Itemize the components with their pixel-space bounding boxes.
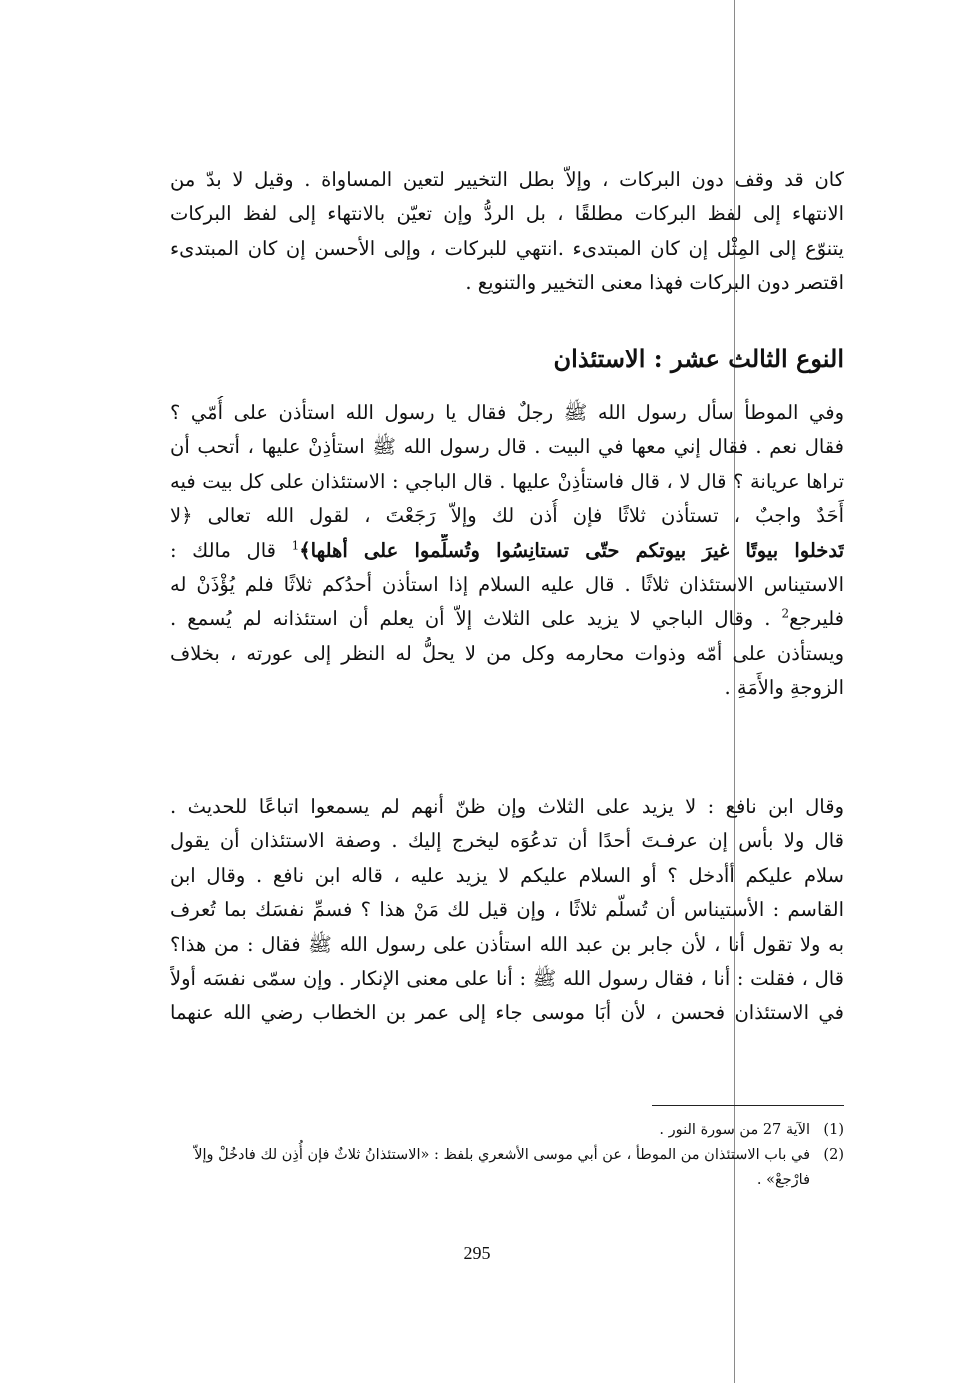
text-line: في الاستئذان فحسن ، لأن أبَا موسى جاء إلى عمر بن الخطاب رضي الله عنهما	[170, 1001, 844, 1025]
text-line: ويستأذن على أمّه وذوات محارمه وكل من لا يحلُّ له النظر إلى عورته ، بخلاف	[170, 641, 844, 665]
footnote-text: الآية 27 من سورة النور .	[659, 1122, 810, 1138]
footnote-1	[170, 1118, 844, 1143]
text-line: كان قد وقف دون البركات ، وإلاّ بطل التخيير لتعين المساواة . وقيل لا بدّ من	[170, 168, 844, 191]
text-line: تراها عريانة ؟ قال لا ، قال فاستأذِنْ عليها . قال الباجي : الاستئذان على كل بيت فيه	[170, 469, 844, 493]
text-line: فقال نعم . فقال إني معها في البيت . قال رسول الله ﷺ استأذِنْ عليها ، أتحب أن	[170, 435, 844, 459]
text-line	[170, 534, 844, 568]
text-line: الانتهاء إلى لفظ البركات مطلقًا ، بل الردُّ وإن تعيّن بالانتهاء إلى لفظ البركات	[170, 202, 844, 226]
text-line	[170, 602, 844, 636]
footnote-number: (1)	[823, 1122, 844, 1138]
text-line: الاستيناس الاستئذان ثلاثًا . قال عليه السلام إذا استأذن أحدُكم ثلاثًا فلم يُؤْذَنْ له	[170, 573, 844, 597]
text-segment: فليرجع	[789, 607, 844, 631]
footnote-text: في باب الاستئذان من الموطأ ، عن أبي موسى الأشعري بلفظ : «الاستئذانُ ثلاثٌ فإن أُذِن لك فادخُلْ وإلاّ فارْجعْ» .	[194, 1147, 810, 1188]
text-line: به ولا تقول أنا ، لأن جابر بن عبد الله استأذن على رسول الله ﷺ فقال : من هذا؟	[170, 932, 844, 956]
footnote-number: (2)	[823, 1147, 844, 1163]
section-heading: النوع الثالث عشر : الاستئذان	[553, 344, 844, 373]
text-segment: . وقال الباجي لا يزيد على الثلاث إلاّ أن يعلم أن استئذانه لم يُسمع .	[170, 607, 771, 631]
text-line: الزوجةِ والأَمَةِ .	[724, 676, 844, 700]
text-line: أَحَدٌ واجبٌ ، تستأذن ثلاثًا فإن أُذن لك وإلاّ رَجَعْتَ ، لقول الله تعالى ﴿لا	[170, 504, 844, 528]
paragraph-2	[170, 396, 844, 706]
footnote-ref-1: 1	[291, 538, 300, 553]
text-line: القاسم : الأستيناس أن تُسلّم ثلاثًا ، وإن قيل لك مَنْ هذا ؟ فسمِّ نفسَك بما تُعرف	[170, 898, 844, 922]
text-line: وقال ابن نافع : لا يزيد على الثلاث وإن ظنّ أنهم لم يسمعوا اتباعًا للحديث .	[170, 795, 844, 818]
footnote-divider	[652, 1105, 844, 1106]
text-line: وفي الموطأ سأل رسول الله ﷺ رجلٌ فقال يا رسول الله استأذن على أُمّي ؟	[170, 401, 844, 424]
text-line: اقتصر دون البركات فهذا معنى التخيير والتنويع .	[465, 271, 844, 295]
paragraph-1	[170, 163, 844, 301]
footnotes	[170, 1118, 844, 1193]
page-number: 295	[463, 1243, 491, 1263]
text-line: قال ، فقلت : أنا ، فقال رسول الله ﷺ : أنا على معنى الإنكار . وإن سمّى نفسَه أولاً	[170, 967, 844, 991]
text-segment: قال مالك :	[170, 538, 276, 562]
text-line: سلام عليكم أأدخل ؟ أو السلام عليكم لا يزيد عليه ، قاله ابن نافع . وقال ابن	[170, 863, 844, 887]
text-line: يتنوّع إلى المِثْل إن كان المبتدىء .انتهي للبركات ، وإلى الأحسن إن كان المبتدىء	[170, 236, 844, 260]
footnote-ref-2: 2	[781, 606, 790, 621]
footnote-2	[170, 1143, 844, 1193]
paragraph-3	[170, 790, 844, 1031]
quran-verse: تَدخلوا بيوتًا غيرَ بيوتكم حتّى تستانِسُوا وتُسلِّموا على أهلها﴾	[299, 538, 844, 562]
text-line: قال ولا بأس إن عرفـتَ أحدًا أن تدعُوَه ليخرج إليك . وصفة الاستئذان أن يقول	[170, 829, 844, 853]
